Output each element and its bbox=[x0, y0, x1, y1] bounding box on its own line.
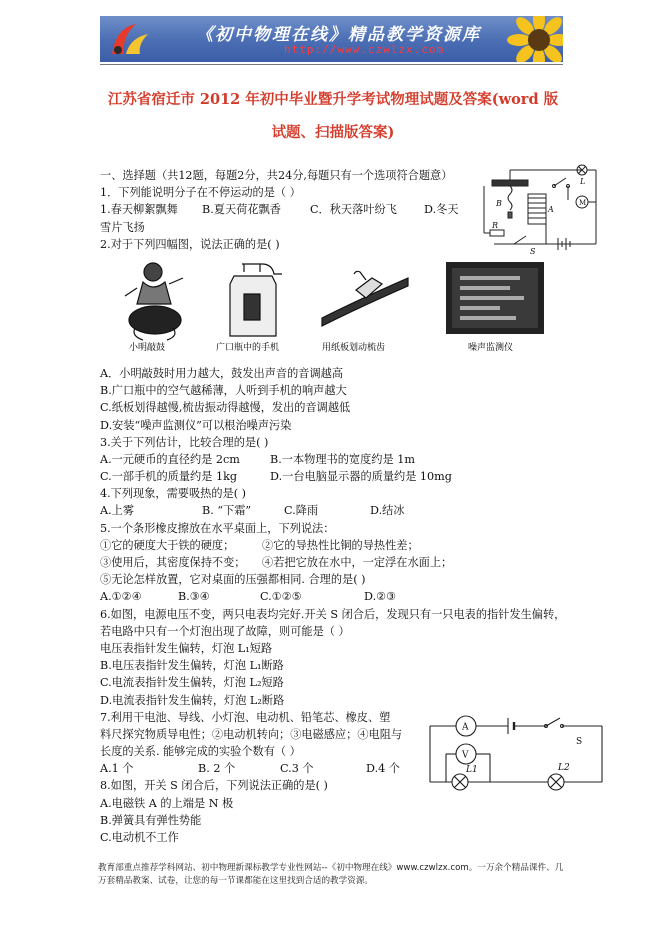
series-circuit-figure bbox=[426, 712, 606, 802]
label-magnet-a: A bbox=[548, 205, 554, 214]
text-line: A.电磁铁 A 的上端是 N 极 bbox=[100, 796, 234, 810]
option: C.一部手机的质量约是 1kg bbox=[100, 470, 238, 484]
caption-drum: 小明敲鼓 bbox=[129, 343, 166, 353]
jar-phone-figure bbox=[212, 258, 306, 356]
label-spring-b: B bbox=[496, 199, 502, 208]
text-line: 长度的关系. 能够完成的实验个数有（ ） bbox=[100, 745, 301, 759]
text-line: 8.如图，开关 S 闭合后，下列说法正确的是( ) bbox=[100, 779, 328, 793]
option: D.②③ bbox=[364, 590, 397, 604]
option: A.①②④ bbox=[100, 590, 142, 604]
label-lamp1: L1 bbox=[466, 765, 478, 775]
text-line: 6.如图，电源电压不变，两只电表均完好.开关 S 闭合后，发现只有一只电表的指针发生偏转， bbox=[100, 607, 566, 621]
text-line: 3.关于下列估计，比较合理的是( ) bbox=[100, 435, 269, 449]
option-line bbox=[100, 201, 480, 218]
banner-url[interactable]: http://www.czwlzx.com bbox=[284, 43, 445, 56]
option: C.①②⑤ bbox=[260, 590, 302, 604]
label-motor-m: M bbox=[579, 199, 587, 207]
noise-monitor-figure bbox=[440, 262, 550, 356]
text-line: 雪片飞扬 bbox=[100, 220, 145, 234]
electromagnet-circuit-figure bbox=[474, 164, 602, 256]
text-line: B.广口瓶中的空气越稀薄，人听到手机的响声越大 bbox=[100, 384, 347, 398]
option: ②它的导热性比铜的导热性差； bbox=[262, 538, 419, 552]
site-logo-icon bbox=[106, 20, 154, 58]
comb-card-figure bbox=[316, 262, 420, 356]
label-lamp2: L2 bbox=[558, 763, 570, 773]
option: D.一台电脑显示器的质量约是 10mg bbox=[270, 470, 452, 484]
option: B.一本物理书的宽度约是 1m bbox=[270, 452, 415, 466]
caption-comb: 用纸板划动梳齿 bbox=[322, 343, 386, 353]
text-line: 料尺探究物质导电性；②电动机转向；③电磁感应；④电阻与 bbox=[100, 727, 403, 741]
option-line bbox=[100, 554, 480, 571]
option: A.一元硬币的直径约是 2cm bbox=[100, 452, 240, 466]
document-title-line1: 江苏省宿迁市 2012 年初中毕业暨升学考试物理试题及答案(word 版 bbox=[107, 91, 559, 108]
option: B. “下霜” bbox=[202, 504, 252, 518]
option: D.结冰 bbox=[370, 504, 405, 518]
text-line: 若电路中只有一个灯泡出现了故障，则可能是（ ） bbox=[100, 624, 350, 638]
label-switch: S bbox=[576, 737, 583, 747]
label-lamp-l: L bbox=[580, 177, 586, 186]
option: B. 2 个 bbox=[198, 762, 236, 776]
text-line: 2.对于下列四幅图，说法正确的是( ) bbox=[100, 237, 280, 251]
text-line: ⑤无论怎样放置，它对桌面的压强都相同. 合理的是( ) bbox=[100, 573, 366, 587]
text-line: 一、选择题（共12题，每题2分，共24分,每题只有一个选项符合题意） bbox=[100, 169, 453, 182]
option: A.上雾 bbox=[100, 504, 135, 518]
text-line: B.弹簧具有弹性势能 bbox=[100, 813, 202, 827]
text-line: D.电流表指针发生偏转，灯泡 L₂断路 bbox=[100, 693, 285, 707]
header-banner bbox=[100, 16, 563, 62]
option: ③使用后，其密度保持不变； bbox=[100, 556, 246, 569]
text-line: C.电动机不工作 bbox=[100, 831, 179, 844]
option: A.1 个 bbox=[100, 762, 134, 776]
option: C.降雨 bbox=[284, 504, 319, 518]
text-line: C.电流表指针发生偏转，灯泡 L₂短路 bbox=[100, 676, 284, 690]
page-footer: 教育部重点推荐学科网站、初中物理新课标教学专业性网站--《初中物理在线》www.czwlzx.com。一万余个精品课件、几万套精品教案、试卷，让您的每一节课都能在这里找到合适的教学资源。 bbox=[98, 863, 564, 886]
text-line: B.电压表指针发生偏转，灯泡 L₁断路 bbox=[100, 659, 284, 673]
option-line bbox=[100, 468, 480, 485]
option: ①它的硬度大于铁的硬度； bbox=[100, 538, 235, 552]
option: C．秋天落叶纷飞 bbox=[310, 203, 397, 217]
text-line: 5.一个条形橡皮擦放在水平桌面上，下列说法： bbox=[100, 521, 335, 535]
option-line bbox=[100, 451, 480, 468]
sunflower-icon bbox=[501, 16, 563, 62]
header-rule bbox=[100, 64, 563, 65]
drum-boy-figure bbox=[113, 258, 201, 356]
banner-title: 《初中物理在线》精品教学资源库 bbox=[196, 25, 481, 45]
option-line bbox=[100, 760, 480, 777]
label-ammeter: A bbox=[462, 722, 469, 733]
text-line: 4.下列现象，需要吸热的是( ) bbox=[100, 487, 247, 501]
label-resistor-r: R bbox=[492, 221, 499, 230]
option-line bbox=[100, 502, 480, 519]
option: D.4 个 bbox=[366, 762, 400, 776]
option-line bbox=[100, 537, 480, 554]
option: D.冬天 bbox=[424, 203, 459, 217]
option: B.夏天荷花飘香 bbox=[202, 203, 281, 217]
caption-noise: 噪声监测仪 bbox=[468, 343, 514, 353]
label-voltmeter: V bbox=[462, 750, 469, 761]
option: B.③④ bbox=[178, 590, 210, 604]
text-line: A．小明敲鼓时用力越大，鼓发出声音的音调越高 bbox=[100, 366, 344, 380]
text-line: 7.利用干电池、导线、小灯泡、电动机、铅笔芯、橡皮、塑 bbox=[100, 710, 391, 724]
option: ④若把它放在水中，一定浮在水面上； bbox=[262, 556, 453, 569]
document-title-line2: 试题、扫描版答案) bbox=[271, 124, 395, 141]
text-line: C.纸板划得越慢,梳齿振动得越慢，发出的音调越低 bbox=[100, 401, 351, 415]
text-line: 1．下列能说明分子在不停运动的是（ ） bbox=[100, 186, 301, 200]
text-line: 电压表指针发生偏转，灯泡 L₁短路 bbox=[100, 641, 273, 655]
option-line bbox=[100, 588, 480, 605]
label-switch-s: S bbox=[530, 247, 536, 256]
caption-jar: 广口瓶中的手机 bbox=[216, 343, 280, 353]
option: 1.春天柳絮飘舞 bbox=[100, 203, 178, 217]
text-line: D.安装“噪声监测仪”可以根治噪声污染 bbox=[100, 418, 292, 432]
option: C.3 个 bbox=[280, 762, 314, 776]
